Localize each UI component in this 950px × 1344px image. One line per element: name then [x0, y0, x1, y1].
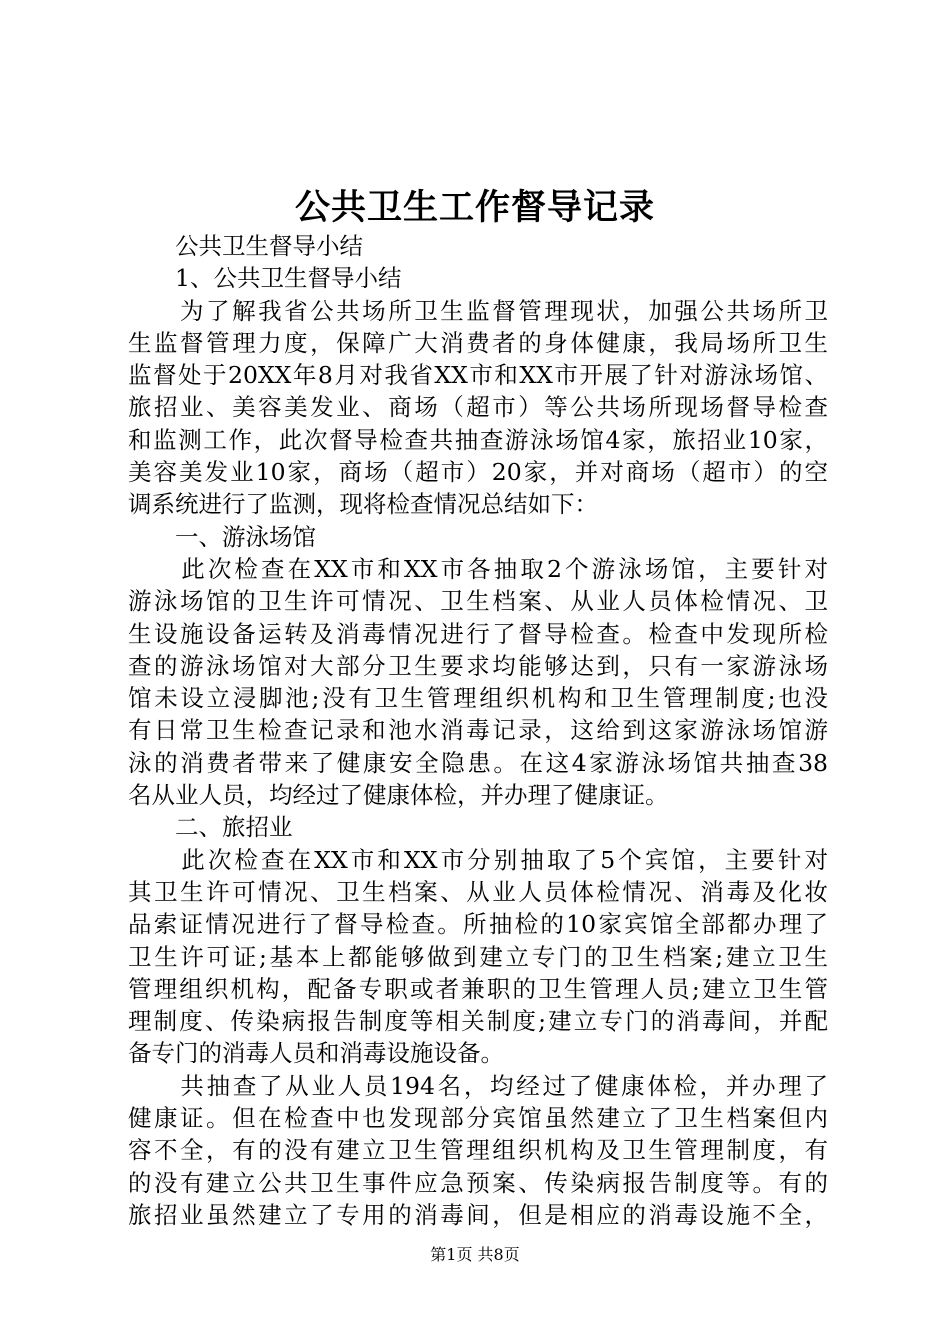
text-line: 公共卫生督导小结 — [128, 232, 363, 260]
text-line: 馆未设立浸脚池;没有卫生管理组织机构和卫生管理制度;也没 — [128, 684, 828, 713]
text-line: 名从业人员，均经过了健康体检，并办理了健康证。 — [128, 781, 669, 810]
text-line: 健康证。但在检查中也发现部分宾馆虽然建立了卫生档案但内 — [128, 1104, 828, 1133]
text-line: 品索证情况进行了督导检查。所抽检的10家宾馆全部都办理了 — [128, 910, 828, 939]
document-body — [128, 230, 828, 1231]
text-line: 旅招业、美容美发业、商场（超市）等公共场所现场督导检查 — [128, 393, 828, 422]
document-title: 公共卫生工作督导记录 — [294, 187, 655, 228]
text-line: 旅招业虽然建立了专用的消毒间，但是相应的消毒设施不全， — [128, 1200, 828, 1229]
text-line: 一、游泳场馆 — [128, 522, 316, 551]
text-line: 生设施设备运转及消毒情况进行了督导检查。检查中发现所检 — [128, 619, 828, 648]
text-line: 的没有建立公共卫生事件应急预案、传染病报告制度等。有的 — [128, 1168, 828, 1197]
text-line: 二、旅招业 — [128, 813, 293, 842]
text-line: 备专门的消毒人员和消毒设施设备。 — [128, 1039, 504, 1068]
text-line: 有日常卫生检查记录和池水消毒记录，这给到这家游泳场馆游 — [128, 716, 828, 745]
text-line: 共抽查了从业人员194名，均经过了健康体检，并办理了 — [128, 1071, 828, 1100]
text-line: 理制度、传染病报告制度等相关制度;建立专门的消毒间，并配 — [128, 1007, 828, 1036]
text-line: 游泳场馆的卫生许可情况、卫生档案、从业人员体检情况、卫 — [128, 587, 828, 616]
text-line: 调系统进行了监测，现将检查情况总结如下： — [128, 490, 598, 519]
text-line: 生监督管理力度，保障广大消费者的身体健康，我局场所卫生 — [128, 328, 828, 357]
text-line: 容不全，有的没有建立卫生管理组织机构及卫生管理制度，有 — [128, 1136, 828, 1165]
text-line: 1、公共卫生督导小结 — [128, 264, 402, 293]
page-footer: 第1页 共8页 — [430, 1245, 520, 1264]
text-line: 和监测工作，此次督导检查共抽查游泳场馆4家，旅招业10家， — [128, 425, 828, 454]
text-line: 美容美发业10家，商场（超市）20家，并对商场（超市）的空 — [128, 458, 828, 487]
text-line: 此次检查在XX市和XX市分别抽取了5个宾馆，主要针对 — [128, 845, 828, 874]
text-line: 此次检查在XX市和XX市各抽取2个游泳场馆，主要针对 — [128, 554, 828, 583]
text-line: 为了解我省公共场所卫生监督管理现状，加强公共场所卫 — [128, 296, 828, 325]
text-line: 查的游泳场馆对大部分卫生要求均能够达到，只有一家游泳场 — [128, 651, 828, 680]
text-line: 泳的消费者带来了健康安全隐患。在这4家游泳场馆共抽查38 — [128, 748, 828, 777]
text-line: 管理组织机构，配备专职或者兼职的卫生管理人员;建立卫生管 — [128, 974, 828, 1003]
text-line: 其卫生许可情况、卫生档案、从业人员体检情况、消毒及化妆 — [128, 877, 828, 906]
text-line: 卫生许可证;基本上都能够做到建立专门的卫生档案;建立卫生 — [128, 942, 828, 971]
text-line: 监督处于20XX年8月对我省XX市和XX市开展了针对游泳场馆、 — [128, 361, 828, 390]
